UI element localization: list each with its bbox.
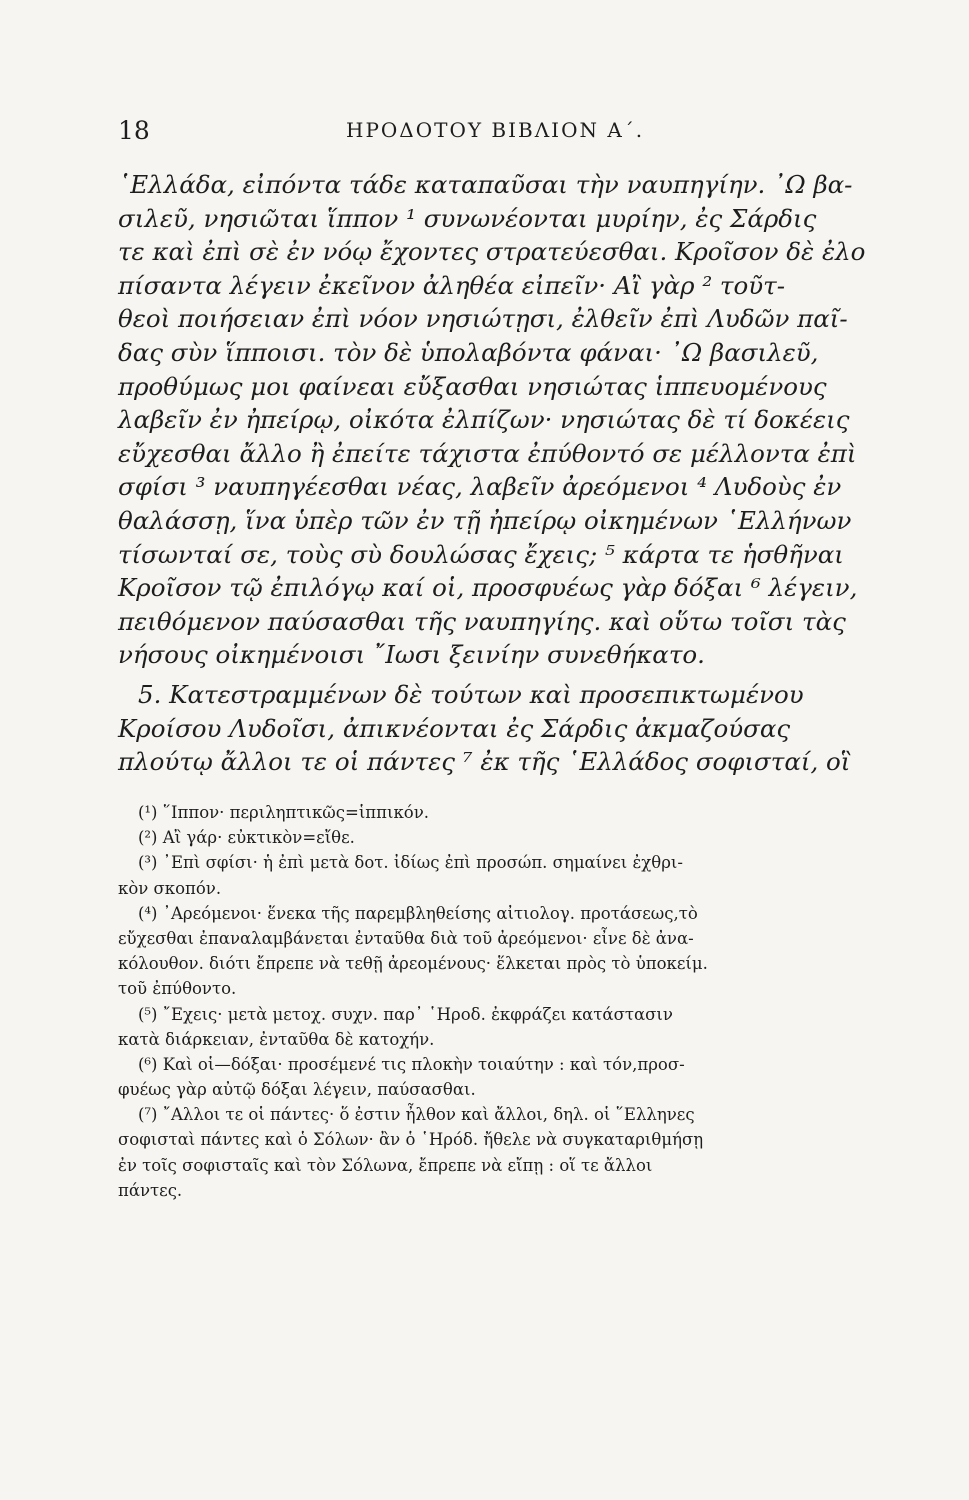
footnote-line: κόλουθον. διότι ἔπρεπε νὰ τεθῇ ἀρεομένους· ἕλκεται πρὸς τὸ ὑποκείμ. [118,954,708,974]
text-line: νήσους οἰκημένοισι ῎Ιωσι ξεινίην συνεθήκατο. [118,640,705,670]
text-line: Κροῖσον τῷ ἐπιλόγῳ καί οἱ, προσφυέως γὰρ δόξαι ⁶ λέγειν, [118,573,858,603]
footnote-line: (¹) ῞Ιππον· περιληπτικῶς=ἱππικόν. [138,803,429,822]
text-line: Κροίσου Λυδοῖσι, ἀπικνέονται ἐς Σάρδις ἀκμαζούσας [118,713,791,743]
page-number: 18 [118,116,150,145]
text-line: τε καὶ ἐπὶ σὲ ἐν νόῳ ἔχοντες στρατεύεσθαι. Κροῖσον δὲ ἐλο [118,237,866,267]
footnote-line: ἐν τοῖς σοφισταῖς καὶ τὸν Σόλωνα, ἔπρεπε νὰ εἴπῃ : οἵ τε ἄλλοι [118,1155,653,1175]
footnote-line: (²) Αἲ γάρ· εὐκτικὸν=εἴθε. [138,828,355,848]
footnote-line: φυέως γὰρ αὐτῷ δόξαι λέγειν, παύσασθαι. [118,1080,476,1100]
text-line: πίσαντα λέγειν ἐκεῖνον ἀληθέα εἰπεῖν· Αἲ γὰρ ² τοῦτ- [118,270,785,300]
text-line: τίσωνταί σε, τοὺς σὺ δουλώσας ἔχεις; ⁵ κάρτα τε ἡσθῆναι [118,539,844,569]
section-5 [118,678,910,779]
text-line: σφίσι ³ ναυπηγέεσθαι νέας, λαβεῖν ἀρεόμενοι ⁴ Λυδοὺς ἐν [118,472,842,502]
text-line: προθύμως μοι φαίνεαι εὔξασθαι νησιώτας ἱππευομένους [118,371,827,401]
text-line: πλούτῳ ἄλλοι τε οἱ πάντες ⁷ ἐκ τῆς ῾Ελλάδος σοφισταί, οἳ [118,747,851,777]
footnote-line: εὔχεσθαι ἐπαναλαμβάνεται ἐνταῦθα διὰ τοῦ ἀρεόμενοι· εἶνε δὲ ἀνα- [118,928,694,948]
text-line: 5. Κατεστραμμένων δὲ τούτων καὶ προσεπικτωμένου [138,680,804,709]
running-header [118,116,908,156]
footnote-line: (⁵) ῎Εχεις· μετὰ μετοχ. συχν. παρ᾿ ῾Ηροδ. ἐκφράζει κατάστασιν [138,1004,673,1024]
text-line: θαλάσσῃ, ἵνα ὑπὲρ τῶν ἐν τῇ ἠπείρῳ οἰκημένων ῾Ελλήνων [118,505,852,535]
text-line: εὔχεσθαι ἄλλο ἢ ἐπείτε τάχιστα ἐπύθοντό σε μέλλοντα ἐπὶ [118,438,857,468]
text-line: πειθόμενον παύσασθαι τῆς ναυπηγίης. καὶ οὕτω τοῖσι τὰς [118,606,846,636]
text-line: σιλεῦ, νησιῶται ἵππον ¹ συνωνέονται μυρίην, ἐς Σάρδις [118,203,817,233]
footnote-line: κὸν σκοπόν. [118,878,222,898]
footnote-line: σοφισταὶ πάντες καὶ ὁ Σόλων· ἂν ὁ ῾Ηρόδ. ἤθελε νὰ συγκαταριθμήσῃ [118,1130,704,1150]
footnote-line: κατὰ διάρκειαν, ἐνταῦθα δὲ κατοχήν. [118,1029,435,1049]
footnote-line: τοῦ ἐπύθοντο. [118,979,237,999]
footnotes [118,800,908,1203]
text-line: θεοὶ ποιήσειαν ἐπὶ νόον νησιώτῃσι, ἐλθεῖν ἐπὶ Λυδῶν παῖ- [118,304,848,334]
main-text [118,168,910,672]
text-line: δας σὺν ἵπποισι. τὸν δὲ ὑπολαβόντα φάναι· ᾿Ω βασιλεῦ, [118,337,819,367]
footnote-line: (⁴) ᾿Αρεόμενοι· ἕνεκα τῆς παρεμβληθείσης αἰτιολογ. προτάσεως,τὸ [138,903,698,923]
text-line: λαβεῖν ἐν ἠπείρῳ, οἰκότα ἐλπίζων· νησιώτας δὲ τί δοκέεις [118,405,850,435]
footnote-line: (³) ᾿Επὶ σφίσι· ἡ ἐπὶ μετὰ δοτ. ἰδίως ἐπὶ προσώπ. σημαίνει ἐχθρι- [138,853,683,873]
text-line: ῾Ελλάδα, εἰπόντα τάδε καταπαῦσαι τὴν ναυπηγίην. ᾿Ω βα- [118,170,853,199]
footnote-line: πάντες. [118,1180,183,1200]
running-title: ΗΡΟΔΟΤΟΥ ΒΙΒΛΙΟΝ Α΄. [346,118,645,142]
footnote-line: (⁶) Καὶ οἱ—δόξαι· προσέμενέ τις πλοκὴν τοιαύτην : καὶ τόν,προσ- [138,1054,685,1074]
footnote-line: (⁷) ῎Αλλοι τε οἱ πάντες· ὅ ἐστιν ἦλθον καὶ ἄλλοι, δηλ. οἱ ῞Ελληνες [138,1105,695,1125]
